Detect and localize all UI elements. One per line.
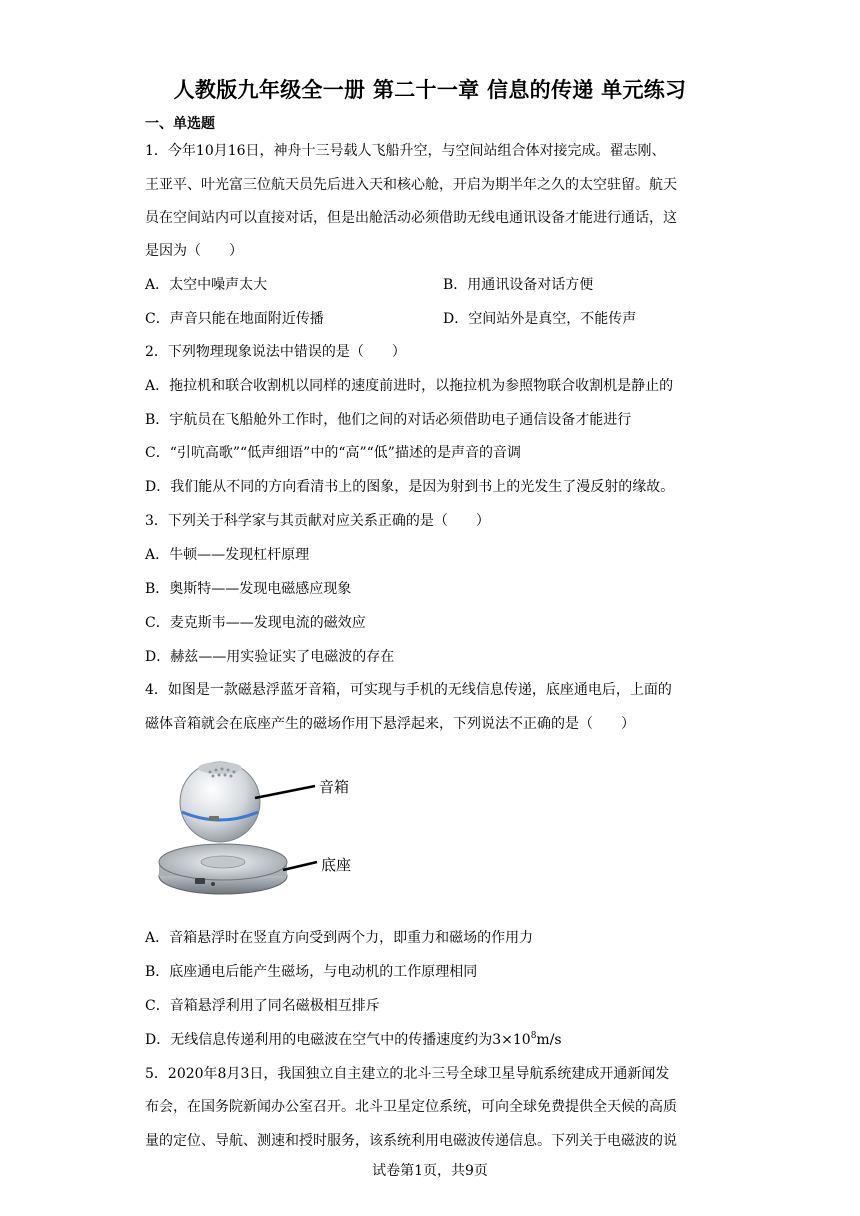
q1-stem-line-3: 员在空间站内可以直接对话，但是出舱活动必须借助无线电通讯设备才能进行通话，这 — [145, 210, 677, 226]
page-title: 人教版九年级全一册 第二十一章 信息的传递 单元练习 — [173, 78, 687, 102]
q4-option-d-exponent: 8 — [530, 1031, 537, 1041]
q4-option-c: C．音箱悬浮利用了同名磁极相互排斥 — [145, 998, 380, 1014]
q1-option-c: C．声音只能在地面附近传播 — [145, 311, 324, 327]
q4-option-b: B．底座通电后能产生磁场，与电动机的工作原理相同 — [145, 964, 478, 980]
base-label: 底座 — [321, 856, 352, 874]
q4-stem-line-2: 磁体音箱就会在底座产生的磁场作用下悬浮起来，下列说法不正确的是（ ） — [145, 716, 635, 732]
speaker-pointer-line — [255, 786, 315, 798]
q1-stem-line-2: 王亚平、叶光富三位航天员先后进入天和核心舱，开启为期半年之久的太空驻留。航天 — [145, 177, 677, 193]
q1-option-d: D．空间站外是真空，不能传声 — [443, 311, 637, 327]
q3-option-a: A．牛顿——发现杠杆原理 — [145, 547, 310, 563]
q1-stem-line-4: 是因为（ ） — [145, 243, 243, 259]
q2-option-d: D．我们能从不同的方向看清书上的图象，是因为射到书上的光发生了漫反射的缘故。 — [145, 479, 675, 495]
section-heading: 一、单选题 — [145, 116, 215, 132]
q2-stem: 2．下列物理现象说法中错误的是（ ） — [145, 344, 406, 360]
q2-option-c: C．“引吭高歌”“低声细语”中的“高”“低”描述的是声音的音调 — [145, 445, 521, 461]
speaker-ball — [180, 762, 260, 842]
q3-option-c: C．麦克斯韦——发现电流的磁效应 — [145, 615, 366, 631]
q1-stem-line-1: 1．今年10月16日，神舟十三号载人飞船升空，与空间站组合体对接完成。翟志刚、 — [145, 143, 666, 159]
q1-option-b: B．用通讯设备对话方便 — [443, 277, 594, 293]
q2-option-a: A．拖拉机和联合收割机以同样的速度前进时，以拖拉机为参照物联合收割机是静止的 — [145, 378, 674, 394]
q5-stem-line-1: 5．2020年8月3日，我国独立自主建立的北斗三号全球卫星导航系统建成开通新闻发 — [145, 1066, 670, 1082]
q4-option-d-text: D．无线信息传递利用的电磁波在空气中的传播速度约为3×10 — [145, 1032, 531, 1048]
speaker-illustration — [155, 758, 385, 908]
q4-option-d — [145, 1030, 562, 1050]
levitating-speaker-figure — [155, 758, 385, 908]
q5-stem-line-3: 量的定位、导航、测速和授时服务，该系统利用电磁波传递信息。下列关于电磁波的说 — [145, 1133, 677, 1149]
q1-option-a: A．太空中噪声太大 — [145, 277, 268, 293]
page-footer: 试卷第1页，共9页 — [372, 1163, 488, 1179]
q4-option-a: A．音箱悬浮时在竖直方向受到两个力，即重力和磁场的作用力 — [145, 930, 534, 946]
speaker-base — [159, 844, 287, 894]
q5-stem-line-2: 布会，在国务院新闻办公室召开。北斗卫星定位系统，可向全球免费提供全天候的高质 — [145, 1099, 677, 1115]
q4-option-d-unit: m/s — [536, 1032, 562, 1048]
q4-stem-line-1: 4．如图是一款磁悬浮蓝牙音箱，可实现与手机的无线信息传递，底座通电后，上面的 — [145, 682, 672, 698]
q2-option-b: B．宇航员在飞船舱外工作时，他们之间的对话必须借助电子通信设备才能进行 — [145, 412, 632, 428]
base-pointer-line — [283, 862, 317, 870]
q3-option-d: D．赫兹——用实验证实了电磁波的存在 — [145, 649, 395, 665]
q3-stem: 3．下列关于科学家与其贡献对应关系正确的是（ ） — [145, 513, 490, 529]
q3-option-b: B．奥斯特——发现电磁感应现象 — [145, 581, 352, 597]
speaker-label: 音箱 — [319, 778, 350, 796]
